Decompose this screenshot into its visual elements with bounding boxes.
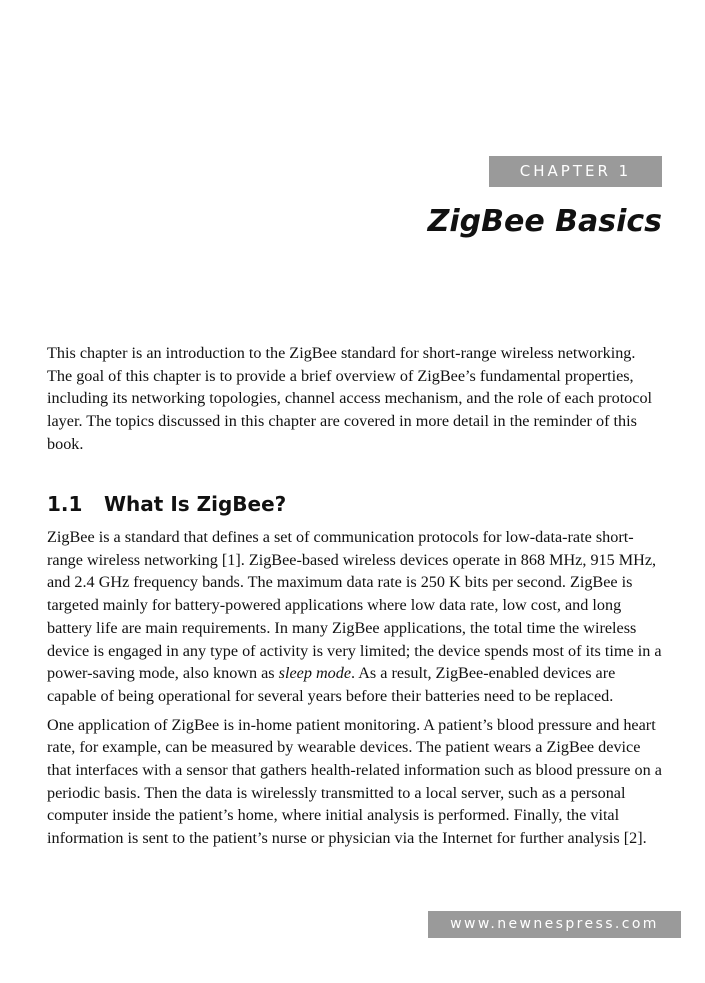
section-body [47, 526, 664, 850]
paragraph-1-text-end: . As a result, ZigBee-enabled devices are capable of being operational for several years before their batteries need to be replaced. [47, 664, 616, 705]
chapter-title: ZigBee Basics [427, 204, 662, 239]
section-heading [47, 490, 286, 518]
paragraph-1-text-start: ZigBee is a standard that defines a set of communication protocols for low-data-rate short-range wireless networking [1]. ZigBee-based wireless devices operate in 868 MHz, 915 MHz, and 2.4 GHz frequency bands. The maximum data rate is 250 K bits per second. ZigBee is targeted mainly for battery-powered applications where low data rate, low cost, and long battery life are main requirements. In many ZigBee applications, the total time the wireless device is engaged in any type of activity is very limited; the device spends most of its time in a power-saving mode, also known as [47, 528, 662, 683]
section-paragraph-2: One application of ZigBee is in-home patient monitoring. A patient’s blood pressure and heart rate, for example, can be measured by wearable devices. The patient wears a ZigBee device that interfaces with a sensor that gathers health-related information such as blood pressure on a periodic basis. Then the data is wirelessly transmitted to a local server, such as a personal computer inside the patient’s home, where initial analysis is performed. Finally, the vital information is sent to the patient’s nurse or physician via the Internet for further analysis [2]. [47, 715, 662, 848]
intro-paragraph: This chapter is an introduction to the ZigBee standard for short-range wireless networking. The goal of this chapter is to provide a brief overview of ZigBee’s fundamental properties, including its networking topologies, channel access mechanism, and the role of each protocol layer. The topics discussed in this chapter are covered in more detail in the reminder of this book. [47, 344, 653, 453]
footer-website-url: www.newnespress.com [428, 911, 681, 938]
chapter-intro [47, 342, 663, 456]
chapter-number-badge: CHAPTER 1 [489, 156, 662, 187]
section-number: 1.1 [47, 492, 83, 516]
sleep-mode-term: sleep mode [278, 664, 352, 683]
section-paragraph-1 [47, 526, 664, 708]
section-title: What Is ZigBee? [104, 492, 287, 516]
